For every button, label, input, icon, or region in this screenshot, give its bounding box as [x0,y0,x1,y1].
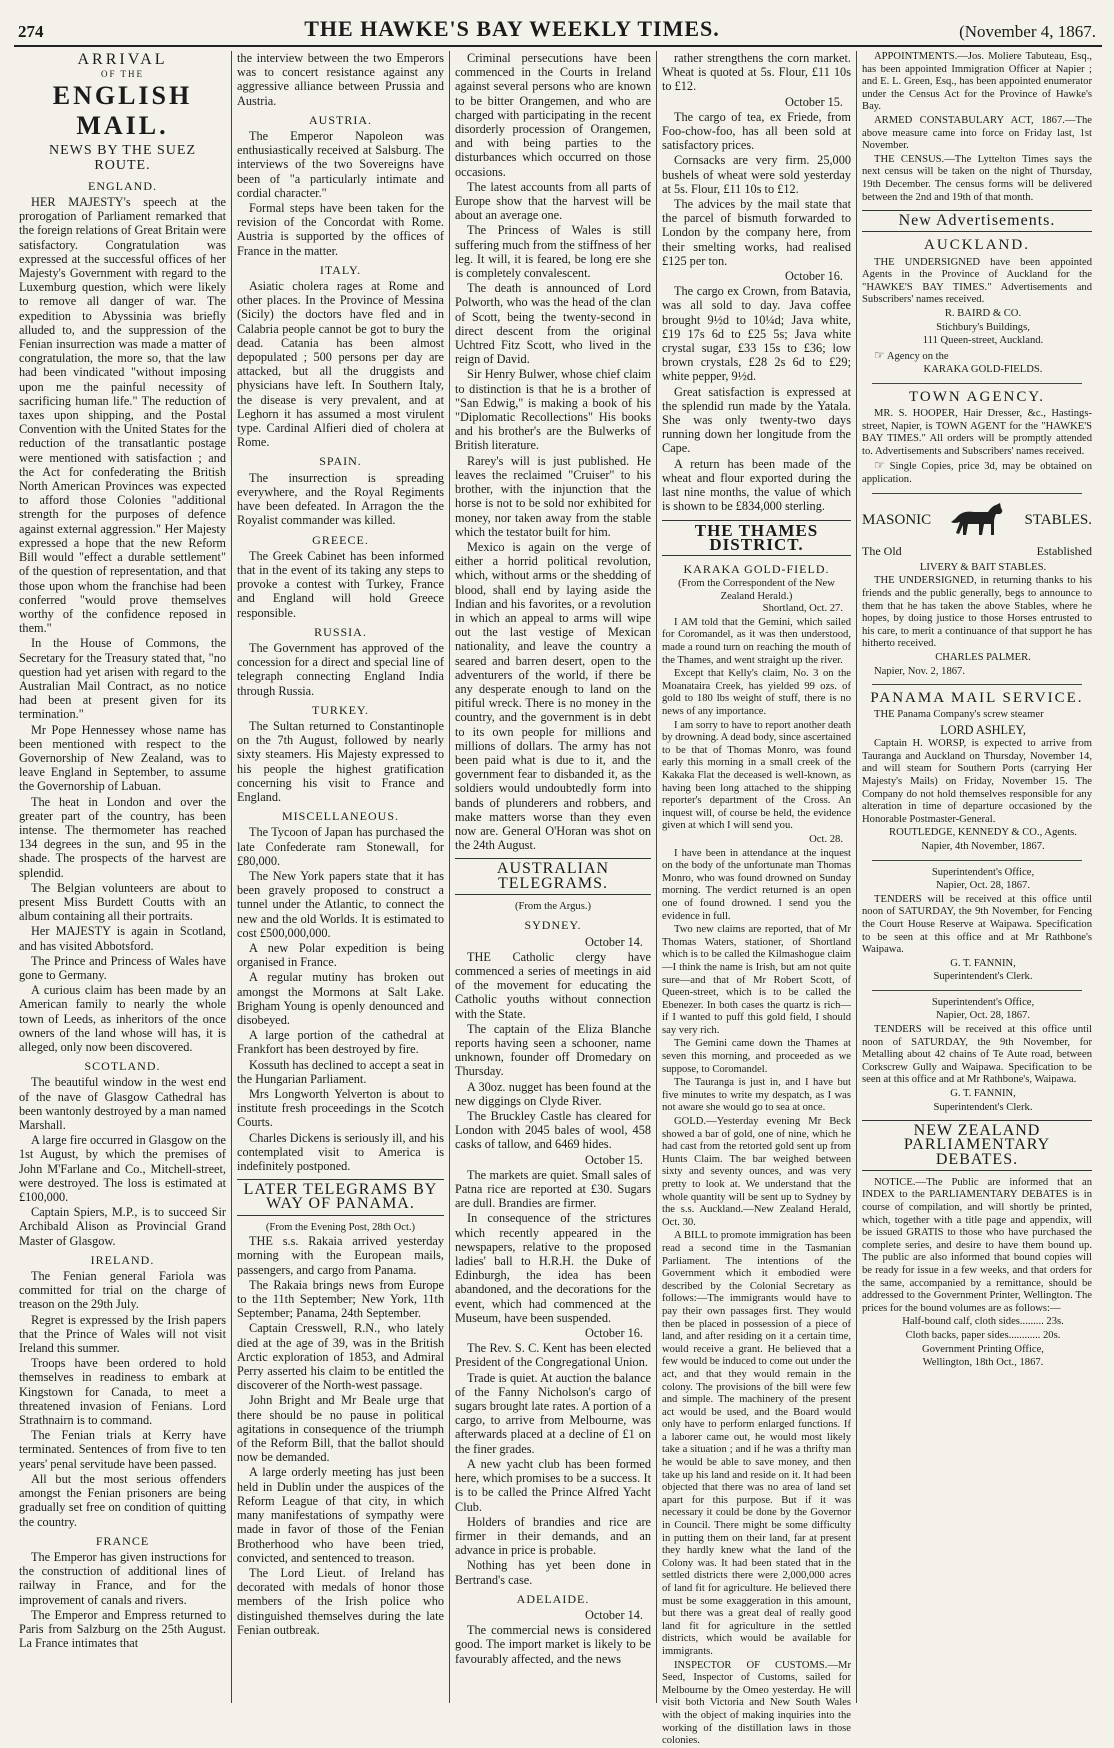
article-paragraph: The Belgian volunteers are about to present Miss Burdett Coutts with an album containing all their portraits. [19,880,226,924]
article-paragraph: Mrs Longworth Yelverton is about to institute fresh proceedings in the Scotch Courts. [237,1087,444,1130]
article-paragraph: A return has been made of the wheat and flour exported during the last nine months, the value of which is shown to be £834,000 sterling. [662,456,851,514]
article-paragraph: The latest accounts from all parts of Europe show that the harvest will be about an average one. [455,179,651,223]
article-paragraph: I am sorry to have to report another death by drowning. A dead body, since ascertained to be that of Thomas Monro, was found early this morning in a small creek of the Kakaka Flat the deceased is well-known, as having been long attached to the shipping reporter's department of the Cross. An inquest will, of course be held, the evidence given at which I will send you. [662,719,851,832]
nz-price-2: Cloth backs, paper sides............ 20s. [905,1329,1061,1341]
article-paragraph: The Sultan returned to Constantinople on the 7th August, followed by nearly sixty steamers. His Majesty expressed to his people the highest gratification concerning his visit to France and England. [237,718,444,804]
article-paragraph: The Princess of Wales is still suffering much from the stiffness of her leg. It will, it is feared, be long ere she is completely convalescent. [455,223,651,281]
thames-district-heading: THE THAMES DISTRICT. [662,520,851,556]
column-5 [857,51,1097,1703]
section-heading-england: ENGLAND. [88,178,157,193]
town-agency-text: MR. S. HOOPER, Hair Dresser, &c., Hastings-street, Napier, is TOWN AGENT for the "HAWKE'S BAY TIMES." All orders will be promptly attended to. Advertisements and Subscribers' names received. [862,408,1092,457]
article-paragraph: The captain of the Eliza Blanche reports having seen a schooner, name unknown, founder off Dromedary on Thursday. [455,1021,651,1079]
article-paragraph: The Emperor and Empress returned to Paris from Salzburg on the 25th August. La France intimates that [19,1607,226,1651]
section-heading-russia: RUSSIA. [314,624,367,639]
arrival-of-the: OF THE [100,69,145,80]
town-agency-single-text: Single Copies, price 3d, may be obtained on application. [862,461,1092,486]
article-paragraph: The Greek Cabinet has been informed that in the event of its taking any steps to provoke a contest with Turkey, France and England will hold Greece responsible. [237,548,444,620]
article-paragraph: Captain Spiers, M.P., is to succeed Sir Archibald Alison as Provincial Grand Master of Glasgow. [19,1205,226,1248]
section-heading-sydney: SYDNEY. [524,918,582,933]
section-heading-miscellaneous: MISCELLANEOUS. [281,809,399,824]
article-paragraph: Trade is quiet. At auction the balance of the Fanny Nicholson's cargo of sugars brought late rates. A portion of a cargo, to arrive from Melbourne, was afterwards placed at a decline of £1 on the finer grades. [455,1370,651,1456]
auckland-address-1: Stichbury's Buildings, [936,321,1030,333]
later-telegrams-heading: LATER TELEGRAMS BY WAY OF PANAMA. [237,1179,444,1215]
appointments-paragraphs [862,51,1092,204]
article-paragraph: In the House of Commons, the Secretary for the Treasury stated that, "no question had yet arisen with regard to the Australian Mail Contract, as no notice had been at present given for its termination." [19,636,226,722]
panama-heading: PANAMA MAIL SERVICE. [870,690,1084,707]
section-heading-france: FRANCE [95,1533,150,1548]
adelaide-continued [662,51,851,94]
horse-icon [948,500,1008,540]
article-paragraph: Holders of brandies and rice are firmer in their demands, and an advance in price is probable. [455,1514,651,1558]
stables-word: STABLES. [1024,511,1092,528]
article-paragraph: The Rev. S. C. Kent has been elected President of the Congregational Union. [455,1341,651,1370]
dateline: October 15. [584,1152,643,1167]
stables-signature: CHARLES PALMER. [935,652,1031,663]
sydney-paragraphs-2 [455,1168,651,1325]
karaka-paragraphs [662,617,851,833]
article-paragraph: The Government has approved of the concession for a direct and special line of telegraph connecting England India through Russia. [237,640,444,698]
article-paragraph: THE s.s. Rakaia arrived yesterday morning with the European mails, passengers, and cargo from Panama. [237,1234,444,1277]
article-paragraph: Kossuth has declined to accept a seat in the Hungarian Parliament. [237,1057,444,1086]
article-paragraph: Troops have been ordered to hold themselves in readiness to embark at Kingstown for Canada, to meet a threatened invasion of Fenians. Lord Strathnairn is to command. [19,1356,226,1428]
dateline: October 16. [584,1326,643,1341]
article-paragraph: I have been in attendance at the inquest on the body of the unfortunate man Thomas Monro, who was found drowned on Sunday morning. The verdict returned is an open one of found drowned. I send you the evidence in full. [662,847,851,922]
column-4 [657,51,857,1747]
article-paragraph: The insurrection is spreading everywhere, and the Royal Regiments have been defeated. In Arragon the the Royalist commander was killed. [237,470,444,528]
dateline: October 15. [784,94,843,109]
section-heading-austria: AUSTRIA. [308,112,372,127]
article-paragraph: APPOINTMENTS.—Jos. Moliere Tabuteau, Esq., has been appointed Immigration Officer at Napier ; and E. L. Green, Esq., has been appointed enumerator under the Census Act for the Province of Hawke's Bay. [862,51,1092,113]
tender2-text: TENDERS will be received at this office until noon of SATURDAY, the 9th November, for Metalling about 42 chains of Te Aute road, between Corkscrew Gully and Waipawa. Specification to be seen at this office and at Mr Rathbone's, Waipawa. [862,1024,1092,1086]
column-2 [232,51,450,1703]
auckland-address-2: 111 Queen-street, Auckland. [922,335,1044,347]
panama-text: Captain H. WORSP, is expected to arrive from Tauranga and Auckland on Thursday, November 14, and will steam for Southern Ports (carrying Her Majesty's Mails) on Friday, November 15. The Company do not hold themselves responsible for any alteration in time of departure occasioned by the Honorable Postmaster-General. [862,738,1092,825]
article-paragraph: The New York papers state that it has been gravely proposed to construct a tunnel under the Atlantic, to connect the new and the old Worlds. It is estimated to cost £500,000,000. [237,868,444,940]
tender2-office: Superintendent's Office, [931,996,1035,1008]
article-paragraph: Mexico is again on the verge of either a horrid political revolution, which, without arms or the shedding of blood, shall end by laying aside the Indian and his favorites, or a revolution in which an appeal to arms will wipe out the last vestige of Mexican nationality, and leave the country a seared and barren desert, open to the adventurers of the world, if there be any desperate enough to land on the pitiful wreck. There is no money in the country, and the government is in debt to its own people for millions and millions of dollars. The army has not been paid what is due to it, and the government fear to disbanded it, as the soldiers would undoubtedly form into bands of plunderers and robbers, and make matters worse than they even now are. General O'Horan was shot on the 24th August. [455,539,651,853]
tender2-role: Superintendent's Clerk. [933,1101,1033,1113]
continued-paragraph: the interview between the two Emperors was to concert resistance against any aggressive alliance between Prussia and Austria. [237,51,444,108]
section-heading-italy: ITALY. [319,262,362,277]
article-paragraph: The Tycoon of Japan has purchased the late Confederate ram Stonewall, for £80,000. [237,825,444,868]
article-paragraph: rather strengthens the corn market. Wheat is quoted at 5s. Flour, £11 10s to £12. [662,51,851,94]
article-paragraph: The Emperor has given instructions for the construction of additional lines of railway in France, and for the improvement of canals and rivers. [19,1549,226,1607]
masonic-stables-heading [862,500,1092,540]
dateline: Oct. 28. [809,833,843,845]
masonic-word: MASONIC [862,511,932,528]
panama-date: Napier, 4th November, 1867. [921,840,1045,852]
article-paragraph: Regret is expressed by the Irish papers that the Prince of Wales will not visit Ireland this summer. [19,1312,226,1356]
panama-signature: ROUTLEDGE, KENNEDY & CO., Agents. [889,827,1077,839]
section-heading-greece: GREECE. [312,532,369,547]
karaka-goldfield-heading: KARAKA GOLD-FIELD. [683,561,830,576]
new-advertisements-heading: New Advertisements. [862,210,1092,232]
stables-text: THE UNDERSIGNED, in returning thanks to his friends and the public generally, begs to announce to them that he has taken the above Stables, where he hopes, by doing justice to those Horses entrusted to his care, to merit a continuance of that support he has hitherto received. [862,575,1092,650]
suez-route-heading: NEWS BY THE SUEZ ROUTE. [48,143,197,173]
tender1-role: Superintendent's Clerk. [933,971,1033,983]
stables-date: Napier, Nov. 2, 1867. [874,665,965,677]
tender1-date: Napier, Oct. 28, 1867. [935,880,1030,892]
article-paragraph: The cargo of tea, ex Friede, from Foo-chow-foo, has all been sold at satisfactory prices. [662,109,851,153]
old-established-row [862,544,1092,558]
adelaide-paragraphs [455,1623,651,1666]
sydney-paragraphs-1 [455,950,651,1152]
article-paragraph: The Lord Lieut. of Ireland has decorated with medals of honor those members of the Irish police who distinguished themselves during the late Fenian outbreak. [237,1565,444,1637]
english-mail-heading: ENGLISH MAIL. [52,81,193,141]
russia-paragraphs [237,641,444,698]
karaka-source: (From the Correspondent of the New Zealand Herald.) [678,578,835,602]
divider [872,383,1082,384]
article-paragraph: Charles Dickens is seriously ill, and his contemplated visit to America is indefinitely postponed. [237,1130,444,1174]
newspaper-title: THE HAWKE'S BAY WEEKLY TIMES. [304,16,720,41]
ireland-paragraphs [19,1269,226,1529]
france-paragraphs [19,1550,226,1650]
article-paragraph: Her MAJESTY is again in Scotland, and has visited Abbotsford. [19,924,226,953]
tender2-signature: G. T. FANNIN, [950,1088,1016,1100]
nz-signature-2: Wellington, 18th Oct., 1867. [922,1357,1044,1369]
italy-paragraphs [237,279,444,449]
australian-telegrams-heading: AUSTRALIAN TELEGRAMS. [455,858,651,894]
panama-intro: THE Panama Company's screw steamer [874,709,1044,721]
issue-date: (November 4, 1867. [959,22,1096,41]
section-heading-spain: SPAIN. [319,454,362,469]
divider [872,684,1082,685]
article-paragraph: The Bruckley Castle has cleared for London with 2045 bales of wool, 458 casks of tallow, and 6469 hides. [455,1109,651,1152]
article-paragraph: Asiatic cholera rages at Rome and other places. In the Province of Messina (Sicily) the doctors have fled and in Calabria people cannot be got to bury the dead. Catania has been almost depopulated ; 500 persons per day are attacked, but all the druggists and physicians have left. In Southern Italy, the disease is very prevalent, and at Leghorn it has assumed a most virulent type. Cardinal Alfieri died of cholera at Rome. [237,279,444,450]
england-paragraphs [19,195,226,1054]
column-1 [14,51,232,1703]
nz-price-1: Half-bound calf, cloth sides......... 23s. [902,1316,1064,1328]
article-paragraph: The advices by the mail state that the parcel of bismuth forwarded to London by the company here, from their smelting works, had realised £125 per ton. [662,197,851,268]
austria-paragraphs [237,129,444,258]
article-paragraph: A new Polar expedition is being organised in France. [237,940,444,970]
article-paragraph: A large fire occurred in Glasgow on the 1st August, by which the premises of John M'Farlane and Co., Mitchell-street, were destroyed. The loss is estimated at £100,000. [19,1133,226,1205]
article-paragraph: ARMED CONSTABULARY ACT, 1867.—The above measure came into force on Friday last, 1st November. [862,114,1092,152]
livery-stables: LIVERY & BAIT STABLES. [919,561,1047,573]
misc-paragraphs [237,825,444,1173]
article-paragraph: The heat in London and over the greater part of the country, has been intense. The thermometer has reached 134 degrees in the sun, and 95 in the shade. The prospects of the harvest are splendid. [19,794,226,880]
article-paragraph: The Fenian trials at Kerry have terminated. Sentences of from five to ten years' penal servitude have been passed. [19,1428,226,1471]
article-paragraph: The commercial news is considered good. The import market is likely to be favourably affected, and the news [455,1623,651,1666]
article-paragraph: THE CENSUS.—The Lyttelton Times says the next census will be taken on the night of Thursday, 19th December. The census forms will be delivered between the 2nd and 19th of that month. [862,153,1092,203]
article-paragraph: A new yacht club has been formed here, which promises to be a success. It is to be called the Prince Alfred Yacht Club. [455,1456,651,1514]
article-paragraph: A 30oz. nugget has been found at the new diggings on Clyde River. [455,1079,651,1108]
greece-paragraphs [237,549,444,620]
article-paragraph: A regular mutiny has broken out amongst the Mormons at Salt Lake. Brigham Young is openly denounced and disobeyed. [237,970,444,1027]
australian-telegrams-source: (From the Argus.) [514,900,592,912]
auckland-signature: R. BAIRD & CO. [944,307,1022,319]
column-3 [450,51,657,1703]
section-heading-ireland: IRELAND. [90,1252,155,1267]
article-paragraph: The Gemini came down the Thames at seven this morning, and proceeded as we suppose, to Coromandel. [662,1038,851,1075]
auckland-ad-text: THE UNDERSIGNED have been appointed Agents in the Province of Auckland for the "HAWKE'S BAY TIMES." Advertisements and Subscribers' names received. [862,256,1092,306]
divider [872,493,1082,494]
article-paragraph: The Prince and Princess of Wales have gone to Germany. [19,953,226,982]
auckland-heading: AUCKLAND. [924,237,1030,254]
adelaide-paragraphs-3 [662,284,851,513]
arrival-heading: ARRIVAL [77,51,168,68]
section-heading-adelaide: ADELAIDE. [516,1591,590,1606]
article-paragraph: The death is announced of Lord Polworth, who was the head of the clan of Scott, being the twenty-second in direct descent from the original Uchtred Fitz Scott, who lived in the reign of David. [455,281,651,367]
article-paragraph: A large orderly meeting has just been held in Dublin under the auspices of the Reform League of that city, in which many manifestations of sympathy were made in favor of those of the Fenian Brotherhood who have been tried, convicted, and sentenced to treason. [237,1465,444,1565]
tender2-date: Napier, Oct. 28, 1867. [935,1010,1030,1022]
article-paragraph: INSPECTOR OF CUSTOMS.—Mr Seed, Inspector of Customs, sailed for Melbourne by the Omeo yesterday. He will visit both Victoria and New South Wales with the object of making inquiries into the working of the distillation laws in those colonies. [662,1659,851,1747]
later-telegrams-paragraphs [237,1234,444,1637]
pointing-hand-icon: ☞ [874,458,885,473]
article-paragraph: The Rakaia brings news from Europe to the 11th September; New York, 11th September; Panama, 24th September. [237,1277,444,1321]
dateline: Shortland, Oct. 27. [762,603,843,615]
dateline: October 16. [784,269,843,284]
panama-ship: LORD ASHLEY, [940,722,1026,737]
article-paragraph: In consequence of the strictures which recently appeared in the newspapers, relative to the proposed ladies' ball to H.R.H. the Duke of Edinburgh, the idea has been abandoned, and the decorations for the event, which had commenced at the Museum, have been suspended. [455,1211,651,1325]
divider [872,990,1082,991]
article-paragraph: The Emperor Napoleon was enthusiastically received at Salsburg. The interviews of the two Sovereigns have been of "a particularly intimate and cordial character." [237,129,444,200]
tender1-office: Superintendent's Office, [931,866,1035,878]
article-paragraph: The markets are quiet. Small sales of Patna rice are reported at £30. Sugars are dull. Brandies are firmer. [455,1167,651,1211]
scotland-paragraphs [19,1075,226,1247]
article-paragraph: The beautiful window in the west end of the nave of Glasgow Cathedral has been wantonly destroyed by a man named Marshall. [19,1075,226,1133]
sydney-paragraphs-3 [455,1341,651,1586]
article-paragraph: Cornsacks are very firm. 25,000 bushels of wheat were sold yesterday at 5s. Flour, £11 10s to £12. [662,153,851,196]
adelaide-paragraphs-2 [662,110,851,268]
article-paragraph: Sir Henry Bulwer, whose chief claim to distinction is that he is a brother of "San Edwig," is making a book of his "Diplomatic Recollections" His books and his brother's are the Bulwerks of British literature. [455,367,651,453]
article-paragraph: The Fenian general Fariola was committed for trial on the charge of treason on the 29th July. [19,1269,226,1312]
nz-debates-text: NOTICE.—The Public are informed that an INDEX to the PARLIAMENTARY DEBATES is in course of compilation, and will shortly be printed, which, together with a title page and appendix, will be issued GRATIS to those who have purchased the complete series, and desire to have them bound up. The public are also informed that bound copies will be ready for issue in a few weeks, and that orders for the same, accompanied by a remittance, should be addressed to the Government Printer, Wellington. The prices for the bound volumes are as follows:— [862,1176,1092,1314]
ireland-continued-paragraphs [455,51,651,852]
article-paragraph: Except that Kelly's claim, No. 3 on the Moanataira Creek, has yielded 99 ozs. of gold to 180 lbs weight of stuff, there is no news of any importance. [662,668,851,718]
article-paragraph: A curious claim has been made by an American family to nearly the whole town of Leeds, as inheritors of the once owners of the land whose will has, it is alleged, only now been discovered. [19,983,226,1054]
article-paragraph: John Bright and Mr Beale urge that there should be no pause in political agitations in consequence of the triumph of the Reform Bill, that the ballot should now be demanded. [237,1393,444,1465]
article-paragraph: The Tauranga is just in, and I have but five minutes to write my despatch, as I was not aware she would go to sea at once. [662,1077,851,1114]
dateline: October 14. [584,934,643,949]
article-paragraph: HER MAJESTY's speech at the prorogation of Parliament remarked that the foreign relations of Great Britain were satisfactory. Congratulation was expressed at the successful offices of her Majesty's Government with regard to the Luxemburg question, which were likely to remove all danger of war. The expedition to Abyssinia was briefly alluded to, and the suppression of the Fenian insurrection was made a matter of congratulation, the more so, that the law had been vindicated "without imposing upon me the painful necessity of sacrificing human life." The reduction of taxes upon shipping, and the Postal Convention with the United States for the reduction of the transatlantic postage were mentioned with satisfaction ; and the Act for confederating the British North American Provinces was expected to afford those Colonies "additional strength for the purposes of defence against external aggression." Her Majesty expressed a hope that the new Reform Bill would "effect a durable settlement" of the question of representation, and that those upon whom the franchise had been conferred "would prove themselves worthy of the confidence reposed in them." [19,195,226,636]
article-paragraph: Great satisfaction is expressed at the splendid run made by the Yatala. She was only twenty-two days running down her longitude from the Cape. [662,384,851,456]
auckland-agency-goldfields: KARAKA GOLD-FIELDS. [923,364,1043,376]
tender1-text: TENDERS will be received at this office until noon of SATURDAY, the 9th November, for Fencing the Court House Reserve at Waipawa. Specification to be seen at this office and at Mr Rathbone's Waipawa. [862,893,1092,956]
article-paragraph: All but the most serious offenders amongst the Fenian prisoners are being gradually set free on condition of quitting the country. [19,1471,226,1529]
article-paragraph: Nothing has yet been done in Bertrand's case. [455,1558,651,1587]
article-paragraph: Mr Pope Hennessey whose name has been mentioned with respect to the Governorship of New Zealand, was to leave England in September, to assume the Governorship of Labuan. [19,722,226,794]
town-agency-single [862,459,1092,486]
article-paragraph: Criminal persecutions have been commenced in the Courts in Ireland against several persons who are known to be bitter Orangemen, and who are charged with participating in the recent disorderly procession of Orangemen, and with being parties to the disturbances which occurred on those occasions. [455,51,651,179]
article-paragraph: Formal steps have been taken for the revision of the Concordat with Rome. Austria is supported by the offices of France in the matter. [237,201,444,258]
section-heading-scotland: SCOTLAND. [84,1059,161,1074]
article-paragraph: I AM told that the Gemini, which sailed for Coromandel, as it was then understood, made a round turn on reaching the mouth of the Thames, and went straight up the river. [662,616,851,666]
tender1-signature: G. T. FANNIN, [950,957,1016,969]
article-paragraph: THE Catholic clergy have commenced a series of meetings in aid of the movement for educating the Catholic youths without connection with the State. [455,949,651,1021]
karaka-paragraphs-2 [662,848,851,1748]
article-paragraph: Two new claims are reported, that of Mr Thomas Waters, stationer, of Shortland which is to be called the Kilmashogue claim—I think the name is Irish, but am not quite sure—and that of Mr Robert Scott, of Queen-street, which is to be called the Ebenezer. In both cases the quartz is rich—if I wanted to puff this gold field, I should say very rich. [662,924,851,1036]
columns [14,51,1102,1747]
masthead [14,8,1102,47]
article-paragraph: Captain Cresswell, R.N., who lately died at the age of 39, was in the British Arctic exploration of 1853, and Admiral Perry asserted his claim to be entitled the discoverer of the North-west passage. [237,1321,444,1393]
nz-debates-heading: NEW ZEALAND PARLIAMENTARY DEBATES. [862,1120,1092,1171]
later-telegrams-source: (From the Evening Post, 28th Oct.) [265,1221,416,1233]
article-paragraph: A large portion of the cathedral at Frankfort has been destroyed by fire. [237,1028,444,1057]
spain-paragraphs [237,471,444,528]
section-heading-turkey: TURKEY. [311,702,370,717]
article-paragraph: A BILL to promote immigration has been read a second time in the Tasmanian Parliament. The intentions of the Government which it embodied were described by the Colonial Secretary as follows:—The immigrants would have to pay their own passages first. They would then be placed in possession of a piece of land, and after residing on it a certain time, would receive a grant. He believed that a few would be induced to come out under the act, and that they would remain in the colony. The provisions of the bill were few and simple. The machinery of the present act would be used, and the Board would only have to perform enlarged functions. If a laborer came out, he would most likely take a situation ; and if he was a thrifty man he would be able to save money, and then take up his land and reside on it. It had been objected that there was no area of land set apart for this purpose. But if it was necessary it could be done by the Governor in Council. There might be some difficulty in putting them on their land, far at present they hardly knew what the land of the Colony was. It had been stated that in the settled districts there were 2,000,000 acres of land fit for agriculture. He believed there must be some exaggeration in this amount, but there was a great deal of really good land fit for agriculture in the settled districts, which would be available for immigrants. [662,1230,851,1657]
article-paragraph: The cargo ex Crown, from Batavia, was all sold to day. Java coffee brought 9½d to 10¼d; Java white, £19 17s 6d to £25 5s; Java white crystal sugar, £33 15s to £36; low brown crystals, £28 2s 6d to £29; white pepper, 9½d. [662,284,851,384]
established: Established [1036,543,1092,558]
turkey-paragraphs [237,719,444,804]
auckland-agency-text: Agency on the [886,350,949,362]
article-paragraph: Rarey's will is just published. He leaves the reclaimed "Cruiser" to his brother, with the injunction that the horse is not to be sold nor exhibited for money, nor taken away from the stable which the testator built for him. [455,453,651,539]
divider [872,860,1082,861]
auckland-agency [862,349,1092,364]
nz-signature-1: Government Printing Office, [922,1343,1044,1355]
town-agency-heading: TOWN AGENCY. [909,388,1045,405]
article-paragraph: GOLD.—Yesterday evening Mr Beck showed a bar of gold, one of nine, which he had cast from the retorted gold sent up from Hunts Claim. The bar weighed between sixty and seventy ounces, and was very pretty to look at. We understand that the whole quantity will be sent up to Sydney by the s.s. Auckland.—New Zealand Herald, Oct. 30. [662,1116,851,1228]
dateline: October 14. [584,1607,643,1622]
pointing-hand-icon: ☞ [874,347,885,362]
the-old: The Old [862,543,902,558]
page-number: 274 [18,22,44,41]
